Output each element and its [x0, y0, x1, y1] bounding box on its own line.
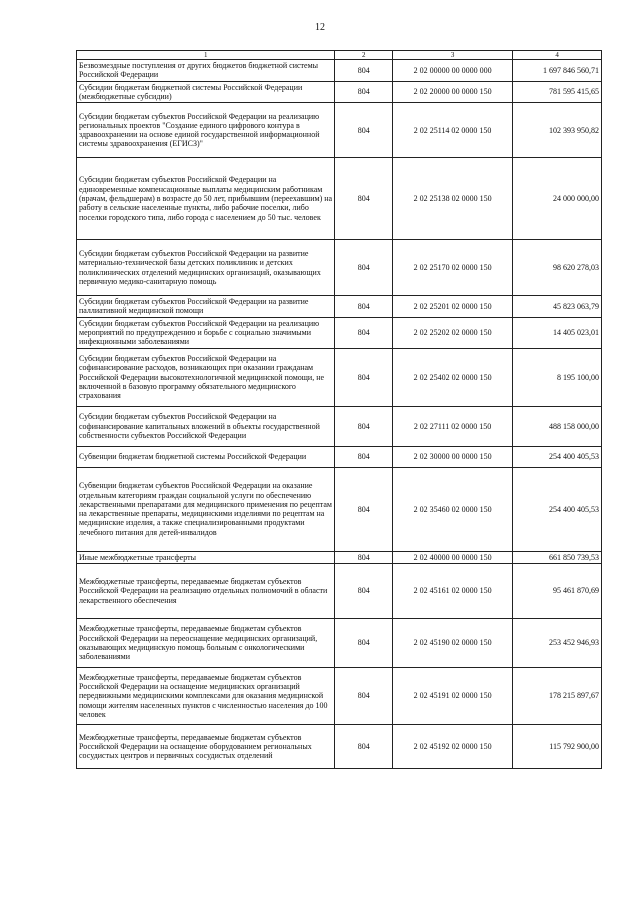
table-row: [77, 724, 602, 768]
header-col-2: 2: [335, 51, 393, 60]
row-admin-code: 804: [335, 406, 393, 446]
row-admin-code: 804: [335, 563, 393, 618]
row-budget-code: 2 02 25170 02 0000 150: [393, 240, 513, 296]
row-name: Субсидии бюджетам субъектов Российской Федерации на реализацию мероприятий по предупреждению и борьбе с социально значимыми инфекционными заболеваниями: [77, 317, 335, 348]
row-amount: 178 215 897,67: [513, 667, 602, 724]
row-admin-code: 804: [335, 81, 393, 103]
row-admin-code: 804: [335, 348, 393, 406]
table-row: [77, 618, 602, 667]
row-name: Субвенции бюджетам бюджетной системы Российской Федерации: [77, 446, 335, 467]
row-admin-code: 804: [335, 158, 393, 240]
table-row: [77, 406, 602, 446]
row-admin-code: 804: [335, 317, 393, 348]
row-admin-code: 804: [335, 446, 393, 467]
row-name: Субсидии бюджетам субъектов Российской Федерации на софинансирование капитальных вложений в объекты государственной собственности субъектов Российской Федерации: [77, 406, 335, 446]
row-budget-code: 2 02 45192 02 0000 150: [393, 724, 513, 768]
row-admin-code: 804: [335, 618, 393, 667]
row-name: Субсидии бюджетам бюджетной системы Российской Федерации (межбюджетные субсидии): [77, 81, 335, 103]
row-amount: 102 393 950,82: [513, 103, 602, 158]
row-amount: 115 792 900,00: [513, 724, 602, 768]
row-name: Межбюджетные трансферты, передаваемые бюджетам субъектов Российской Федерации на переоснащение медицинских организаций, оказывающих медицинскую помощь больным с онкологическими заболеваниями: [77, 618, 335, 667]
row-admin-code: 804: [335, 467, 393, 551]
row-budget-code: 2 02 40000 00 0000 150: [393, 551, 513, 563]
row-amount: 14 405 023,01: [513, 317, 602, 348]
row-admin-code: 804: [335, 724, 393, 768]
table-row: [77, 446, 602, 467]
row-admin-code: 804: [335, 103, 393, 158]
row-budget-code: 2 02 45190 02 0000 150: [393, 618, 513, 667]
row-name: Субсидии бюджетам субъектов Российской Федерации на софинансирование расходов, возникающих при оказании гражданам Российской Федерации высокотехнологичной медицинской помощи, не включенной в базовую программу обязательного медицинского страхования: [77, 348, 335, 406]
row-admin-code: 804: [335, 240, 393, 296]
row-amount: 98 620 278,03: [513, 240, 602, 296]
row-name: Иные межбюджетные трансферты: [77, 551, 335, 563]
table-row: [77, 467, 602, 551]
table-row: [77, 317, 602, 348]
row-name: Субсидии бюджетам субъектов Российской Федерации на развитие паллиативной медицинской помощи: [77, 296, 335, 318]
row-budget-code: 2 02 25138 02 0000 150: [393, 158, 513, 240]
table-row: [77, 563, 602, 618]
row-admin-code: 804: [335, 667, 393, 724]
row-budget-code: 2 02 25114 02 0000 150: [393, 103, 513, 158]
row-amount: 24 000 000,00: [513, 158, 602, 240]
row-name: Субсидии бюджетам субъектов Российской Федерации на реализацию региональных проектов "Создание единого цифрового контура в здравоохранении на основе единой государственной информационной системы здравоохранения (ЕГИСЗ)": [77, 103, 335, 158]
row-amount: 253 452 946,93: [513, 618, 602, 667]
row-name: Межбюджетные трансферты, передаваемые бюджетам субъектов Российской Федерации на оснащение оборудованием региональных сосудистых центров и первичных сосудистых отделений: [77, 724, 335, 768]
table-header-row: [77, 51, 602, 60]
row-name: Субвенции бюджетам субъектов Российской Федерации на оказание отдельным категориям граждан социальной услуги по обеспечению лекарственными препаратами для медицинского применения по рецептам на лекарственные препараты, медицинскими изделиями по рецептам на медицинские изделия, а также специализированными продуктами лечебного питания для детей-инвалидов: [77, 467, 335, 551]
table-body: [77, 51, 602, 769]
row-amount: 45 823 063,79: [513, 296, 602, 318]
table-row: [77, 667, 602, 724]
row-amount: 254 400 405,53: [513, 446, 602, 467]
row-amount: 781 595 415,65: [513, 81, 602, 103]
row-name: Межбюджетные трансферты, передаваемые бюджетам субъектов Российской Федерации на реализацию отдельных полномочий в области лекарственного обеспечения: [77, 563, 335, 618]
page-number: 12: [315, 22, 325, 33]
table-row: [77, 81, 602, 103]
table-row: [77, 240, 602, 296]
row-name: Субсидии бюджетам субъектов Российской Федерации на единовременные компенсационные выплаты медицинским работникам (врачам, фельдшерам) в возрасте до 50 лет, прибывшим (переехавшим) на работу в сельские населенные пункты, либо рабочие поселки, либо поселки городского типа, либо города с населением до 50 тыс. человек: [77, 158, 335, 240]
table-row: [77, 60, 602, 82]
row-budget-code: 2 02 25201 02 0000 150: [393, 296, 513, 318]
row-name: Безвозмездные поступления от других бюджетов бюджетной системы Российской Федерации: [77, 60, 335, 82]
row-name: Субсидии бюджетам субъектов Российской Федерации на развитие материально-технической базы детских поликлиник и детских поликлинических отделений медицинских организаций, оказывающих первичную медико-санитарную помощь: [77, 240, 335, 296]
table-row: [77, 158, 602, 240]
row-amount: 661 850 739,53: [513, 551, 602, 563]
header-col-1: 1: [77, 51, 335, 60]
table-row: [77, 348, 602, 406]
row-budget-code: 2 02 00000 00 0000 000: [393, 60, 513, 82]
row-amount: 8 195 100,00: [513, 348, 602, 406]
row-budget-code: 2 02 20000 00 0000 150: [393, 81, 513, 103]
row-budget-code: 2 02 45161 02 0000 150: [393, 563, 513, 618]
budget-revenue-table: [76, 50, 602, 769]
row-amount: 254 400 405,53: [513, 467, 602, 551]
header-col-3: 3: [393, 51, 513, 60]
row-admin-code: 804: [335, 551, 393, 563]
row-admin-code: 804: [335, 296, 393, 318]
row-budget-code: 2 02 30000 00 0000 150: [393, 446, 513, 467]
row-amount: 95 461 870,69: [513, 563, 602, 618]
table-row: [77, 296, 602, 318]
row-budget-code: 2 02 27111 02 0000 150: [393, 406, 513, 446]
row-budget-code: 2 02 25202 02 0000 150: [393, 317, 513, 348]
row-budget-code: 2 02 35460 02 0000 150: [393, 467, 513, 551]
row-name: Межбюджетные трансферты, передаваемые бюджетам субъектов Российской Федерации на оснащение медицинских организаций передвижными медицинскими комплексами для оказания медицинской помощи жителям населенных пунктов с численностью населения до 100 человек: [77, 667, 335, 724]
header-col-4: 4: [513, 51, 602, 60]
row-budget-code: 2 02 25402 02 0000 150: [393, 348, 513, 406]
table-row: [77, 103, 602, 158]
row-admin-code: 804: [335, 60, 393, 82]
row-amount: 1 697 846 560,71: [513, 60, 602, 82]
row-budget-code: 2 02 45191 02 0000 150: [393, 667, 513, 724]
row-amount: 488 158 000,00: [513, 406, 602, 446]
table-row: [77, 551, 602, 563]
